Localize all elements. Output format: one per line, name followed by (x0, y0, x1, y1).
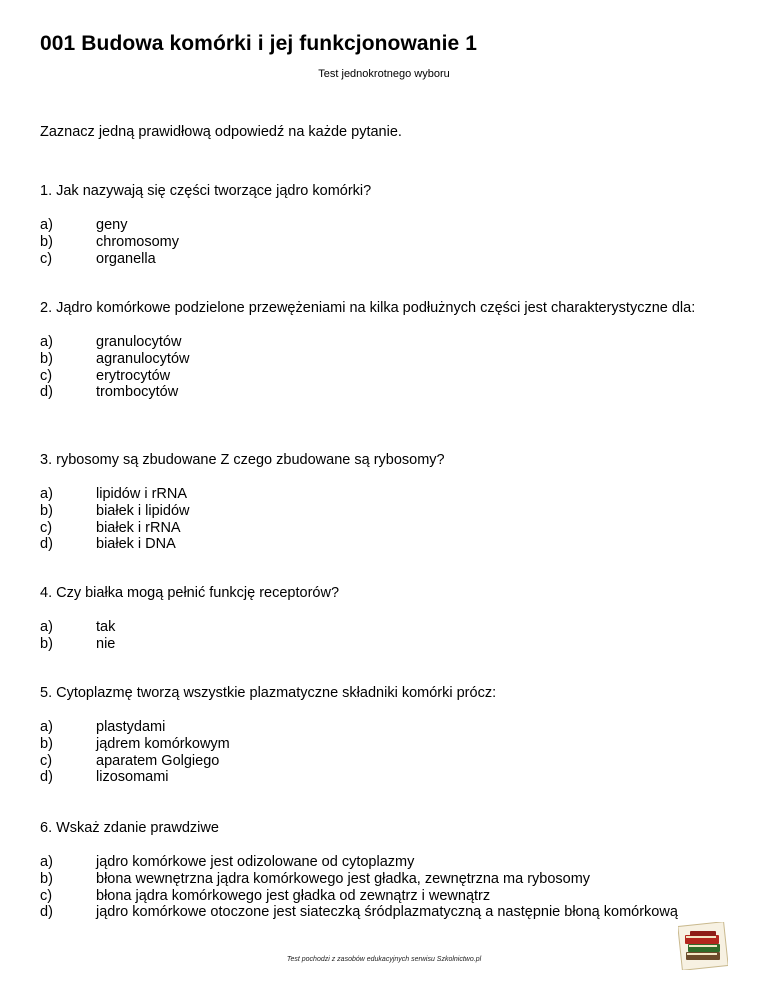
option-letter: b) (40, 870, 53, 887)
option-letter: c) (40, 367, 53, 384)
answer-option[interactable] (40, 904, 730, 921)
page-title: 001 Budowa komórki i jej funkcjonowanie 1 (40, 32, 478, 55)
option-letter: b) (40, 350, 53, 367)
books-icon (678, 922, 728, 970)
answer-option[interactable] (40, 536, 730, 553)
answer-option[interactable] (40, 520, 730, 537)
answer-options (40, 486, 730, 553)
question-text: 5. Cytoplazmę tworzą wszystkie plazmatyczne składniki komórki prócz: (40, 685, 497, 701)
option-text: błona jądra komórkowego jest gładka od zewnątrz i wewnątrz (96, 887, 491, 904)
option-letter: d) (40, 904, 53, 921)
option-text: białek i rRNA (96, 519, 181, 536)
option-text: nie (96, 635, 116, 652)
option-letter: a) (40, 217, 53, 233)
option-letter: a) (40, 619, 53, 635)
option-letter: d) (40, 769, 53, 786)
answer-option[interactable] (40, 854, 730, 871)
question-text: 1. Jak nazywają się części tworzące jądro komórki? (40, 183, 372, 199)
option-letter: b) (40, 735, 53, 752)
question-text: 2. Jądro komórkowe podzielone przewężeniami na kilka podłużnych części jest charakterystyczne dla: (40, 300, 696, 316)
answer-option[interactable] (40, 636, 730, 653)
option-text: tak (96, 619, 116, 635)
question-4 (40, 585, 730, 653)
option-text: agranulocytów (96, 350, 190, 367)
option-letter: c) (40, 519, 53, 536)
option-letter: c) (40, 887, 53, 904)
answer-option[interactable] (40, 217, 730, 234)
option-text: plastydami (96, 719, 166, 735)
option-letter: b) (40, 233, 53, 250)
answer-option[interactable] (40, 384, 730, 401)
question-5 (40, 685, 730, 786)
answer-options (40, 719, 730, 786)
question-text: 4. Czy białka mogą pełnić funkcję receptorów? (40, 585, 340, 601)
option-letter: b) (40, 635, 53, 652)
option-text: lipidów i rRNA (96, 486, 188, 502)
answer-option[interactable] (40, 334, 730, 351)
answer-option[interactable] (40, 234, 730, 251)
option-text: jądro komórkowe otoczone jest siateczką śródplazmatyczną a następnie błoną komórkową (96, 904, 678, 921)
option-text: białek i DNA (96, 536, 176, 553)
question-1 (40, 183, 730, 267)
answer-option[interactable] (40, 736, 730, 753)
answer-option[interactable] (40, 351, 730, 368)
option-text: organella (96, 250, 156, 267)
option-letter: a) (40, 854, 53, 870)
answer-option[interactable] (40, 486, 730, 503)
question-3 (40, 452, 730, 553)
question-6 (40, 820, 730, 921)
instruction-text: Zaznacz jedną prawidłową odpowiedź na każde pytanie. (40, 124, 402, 140)
option-text: chromosomy (96, 233, 179, 250)
answer-option[interactable] (40, 753, 730, 770)
answer-option[interactable] (40, 503, 730, 520)
option-text: lizosomami (96, 769, 169, 786)
question-2 (40, 300, 730, 401)
footer-source-note: Test pochodzi z zasobów edukacyjnych serwisu Szkolnictwo.pl (286, 956, 482, 963)
option-letter: d) (40, 384, 53, 401)
question-text: 3. rybosomy są zbudowane Z czego zbudowane są rybosomy? (40, 452, 445, 468)
answer-option[interactable] (40, 769, 730, 786)
option-text: trombocytów (96, 384, 179, 401)
option-letter: b) (40, 502, 53, 519)
option-text: erytrocytów (96, 367, 171, 384)
option-letter: c) (40, 250, 53, 267)
answer-option[interactable] (40, 888, 730, 905)
option-letter: a) (40, 486, 53, 502)
option-letter: a) (40, 719, 53, 735)
option-text: geny (96, 217, 128, 233)
option-text: błona wewnętrzna jądra komórkowego jest gładka, zewnętrzna ma rybosomy (96, 870, 591, 887)
answer-option[interactable] (40, 619, 730, 636)
option-text: jądrem komórkowym (96, 735, 230, 752)
option-text: białek i lipidów (96, 502, 190, 519)
option-letter: c) (40, 752, 53, 769)
answer-options (40, 854, 730, 921)
answer-option[interactable] (40, 719, 730, 736)
option-text: jądro komórkowe jest odizolowane od cytoplazmy (96, 854, 415, 870)
answer-options (40, 619, 730, 653)
option-text: granulocytów (96, 334, 182, 350)
answer-option[interactable] (40, 251, 730, 268)
option-text: aparatem Golgiego (96, 752, 220, 769)
question-text: 6. Wskaż zdanie prawdziwe (40, 820, 219, 836)
answer-option[interactable] (40, 368, 730, 385)
page-subtitle: Test jednokrotnego wyboru (318, 68, 450, 80)
option-letter: a) (40, 334, 53, 350)
answer-option[interactable] (40, 871, 730, 888)
option-letter: d) (40, 536, 53, 553)
answer-options (40, 217, 730, 267)
answer-options (40, 334, 730, 401)
